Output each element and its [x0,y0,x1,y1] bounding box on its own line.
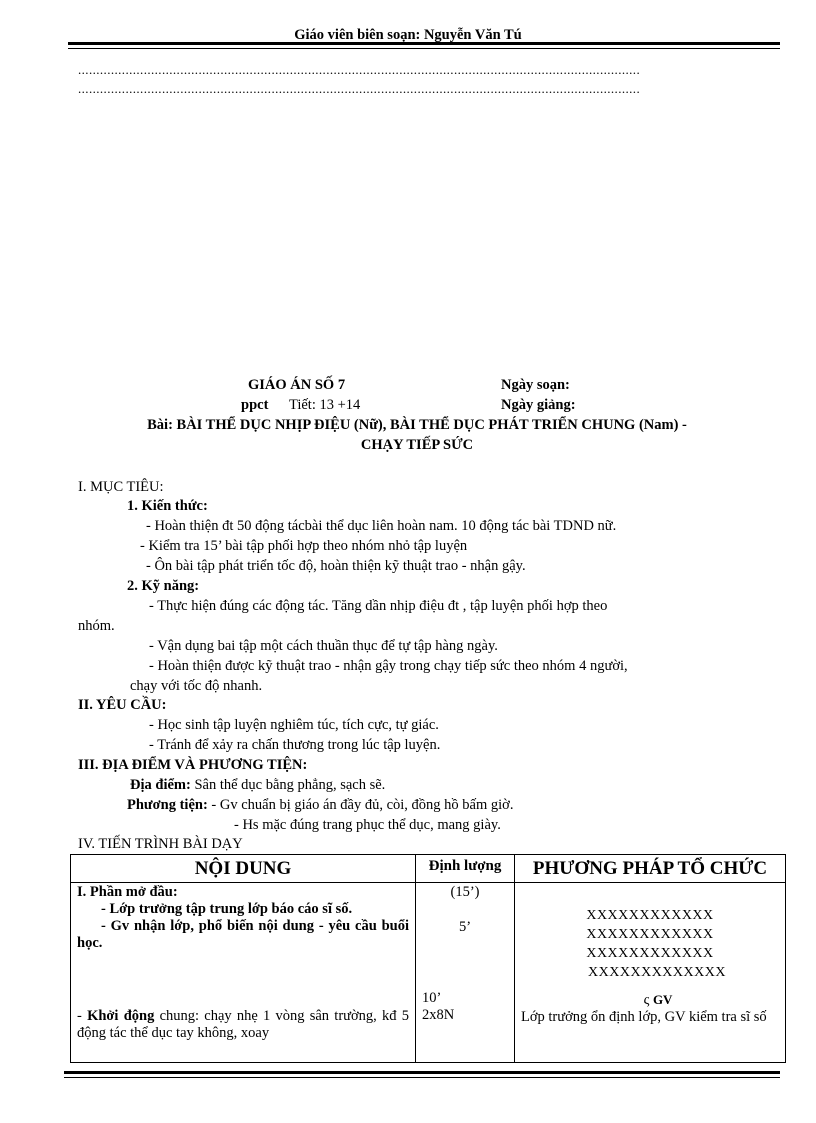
ppct-label: ppct [241,397,269,413]
location-heading: III. ĐỊA ĐIỂM VÀ PHƯƠNG TIỆN: [78,757,308,773]
lesson-plan-table [70,854,786,1063]
knowledge-item: - Kiểm tra 15’ bài tập phối hợp theo nhóm nhỏ tập luyện [140,538,468,554]
part1-time: (15’) [450,884,480,900]
requirement-item: - Học sinh tập luyện nghiêm túc, tích cực, tự giác. [149,717,439,733]
content-item: - Lớp trưởng tập trung lớp báo cáo sĩ số. [101,901,353,917]
process-heading: IV. TIẾN TRÌNH BÀI DẠY [78,836,243,852]
lesson-number: GIÁO ÁN SỐ 7 [248,377,346,393]
means-label: Phương tiện: [127,797,208,813]
table-header-row [71,855,786,883]
teacher-symbol-icon: ς [643,992,650,1008]
footer-rule-thin [64,1077,780,1078]
period-label: Tiết: 13 +14 [289,397,361,413]
skill-item-continuation: chạy với tốc độ nhanh. [130,678,263,694]
date-prepared: Ngày soạn: [501,377,570,393]
formation-row: XXXXXXXXXXXX [586,946,714,961]
place-label: Địa điểm: [130,777,191,793]
item2-time: 5’ [458,919,472,935]
formation-row: XXXXXXXXXXXXX [588,965,726,980]
requirement-item: - Tránh để xảy ra chấn thương trong lúc tập luyện. [149,737,441,753]
means-value-2: - Hs mặc đúng trang phục thể dục, mang giày. [234,817,501,833]
place-value: Sân thể dục bằng phẳng, sạch sẽ. [194,777,386,793]
dotted-line-1: .......................................................................................................................................................... [78,62,641,77]
method-cell [515,883,786,1063]
skills-heading: 2. Kỹ năng: [127,578,200,594]
requirements-heading: II. YÊU CẦU: [78,697,167,713]
date-taught: Ngày giảng: [501,397,576,413]
footer-rule [64,1071,780,1074]
method-note: Lớp trưởng ổn định lớp, GV kiểm tra sĩ số [521,1009,767,1025]
warmup-time: 10’ [422,990,442,1006]
means-value-1: - Gv chuẩn bị giáo án đầy đủ, còi, đồng hồ bấm giờ. [211,797,514,813]
warmup-reps: 2x8N [422,1007,455,1023]
header-amount: Định lượng [416,855,515,883]
formation-row: XXXXXXXXXXXX [586,908,714,923]
place-row [130,777,385,794]
content-item: - Gv nhận lớp, phổ biến nội dung - yêu cầu buổi học. [77,918,409,951]
table-row [71,883,786,1063]
knowledge-item: - Hoàn thiện đt 50 động tácbài thể dục liên hoàn nam. 10 động tác bài TDND nữ. [146,518,617,534]
objectives-heading: I. MỤC TIÊU: [78,479,164,495]
warmup-label: Khởi động [87,1008,155,1024]
skill-item: - Hoàn thiện được kỹ thuật trao - nhận gậy trong chạy tiếp sức theo nhóm 4 người, [149,658,628,674]
teacher-label: GV [652,992,673,1007]
warmup-text: - Khởi động chung: chạy nhẹ 1 vòng sân trường, kđ 5 động tác thể dục tay không, xoay [77,1008,410,1041]
amount-cell [416,883,515,1063]
knowledge-heading: 1. Kiến thức: [127,498,208,514]
header-rule [68,42,780,45]
header-content: NỘI DUNG [71,855,416,883]
means-row [127,797,513,814]
header-rule-thin [68,48,780,49]
skill-item: - Vận dụng bai tập một cách thuần thục để tự tập hàng ngày. [149,638,498,654]
dotted-line-2: .......................................................................................................................................................... [78,81,641,96]
skill-item: - Thực hiện đúng các động tác. Tăng dần nhịp điệu đt , tập luyện phối hợp theo [149,598,608,614]
part1-title: I. Phần mở đầu: [77,884,178,900]
knowledge-item: - Ôn bài tập phát triển tốc độ, hoàn thiện kỹ thuật trao - nhận gậy. [146,558,526,574]
author-header: Giáo viên biên soạn: Nguyễn Văn Tú [294,27,522,43]
skill-item-continuation: nhóm. [78,618,115,634]
lesson-title-line-2: CHẠY TIẾP SỨC [360,437,474,453]
teacher-position [521,992,779,1009]
formation-row: XXXXXXXXXXXX [586,927,714,942]
header-method: PHƯƠNG PHÁP TỔ CHỨC [515,855,786,883]
lesson-title-line-1: Bài: BÀI THỂ DỤC NHỊP ĐIỆU (Nữ), BÀI THỂ DỤC PHÁT TRIỂN CHUNG (Nam) - [147,417,687,433]
content-cell [71,883,416,1063]
